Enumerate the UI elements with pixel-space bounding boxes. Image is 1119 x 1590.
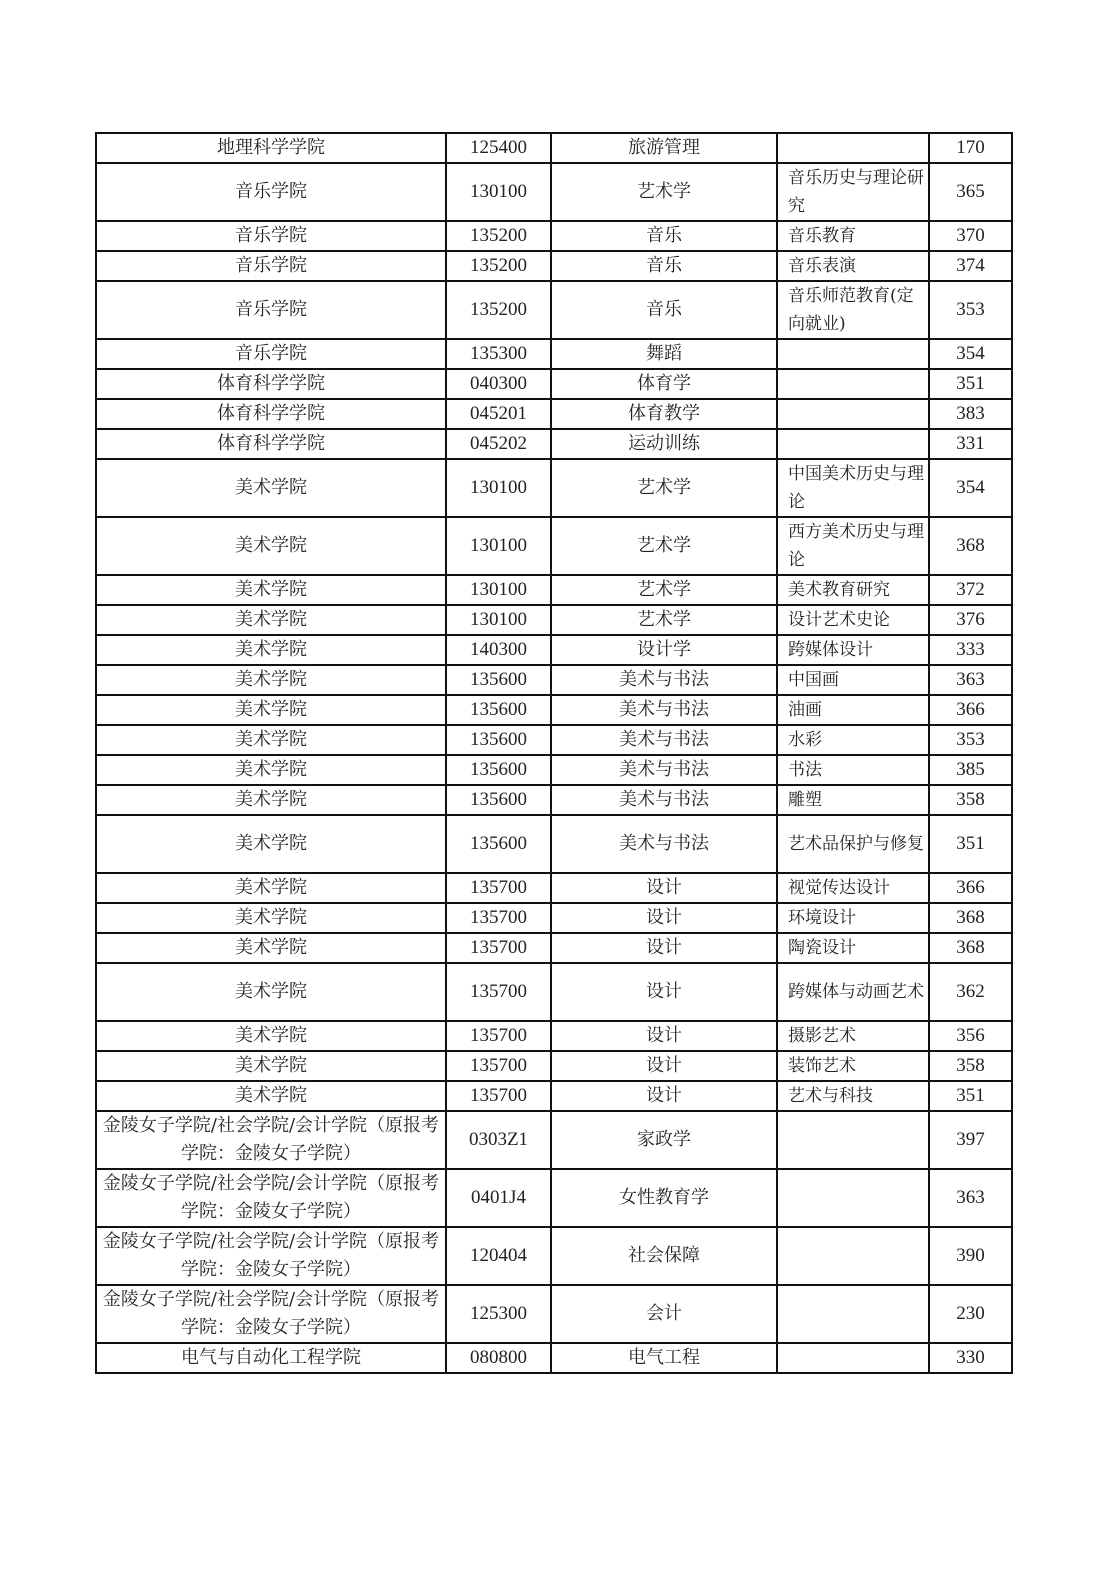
direction-cell: 美术教育研究	[777, 575, 929, 605]
score-cell: 368	[929, 933, 1012, 963]
score-cell: 368	[929, 903, 1012, 933]
score-cell: 363	[929, 665, 1012, 695]
direction-cell	[777, 369, 929, 399]
college-cell: 电气与自动化工程学院	[96, 1343, 446, 1373]
table-row	[96, 755, 1012, 785]
score-cell: 372	[929, 575, 1012, 605]
code-cell: 130100	[446, 459, 551, 517]
code-cell: 040300	[446, 369, 551, 399]
major-cell: 美术与书法	[551, 815, 777, 873]
score-cell: 368	[929, 517, 1012, 575]
score-cell: 354	[929, 459, 1012, 517]
direction-cell: 音乐师范教育(定向就业)	[777, 281, 929, 339]
score-cell: 365	[929, 163, 1012, 221]
major-cell: 电气工程	[551, 1343, 777, 1373]
direction-cell	[777, 1227, 929, 1285]
college-cell: 美术学院	[96, 1021, 446, 1051]
code-cell: 130100	[446, 517, 551, 575]
score-cell: 330	[929, 1343, 1012, 1373]
code-cell: 135200	[446, 221, 551, 251]
score-cell: 333	[929, 635, 1012, 665]
code-cell: 0401J4	[446, 1169, 551, 1227]
score-cell: 366	[929, 695, 1012, 725]
code-cell: 135300	[446, 339, 551, 369]
code-cell: 135200	[446, 251, 551, 281]
table-row	[96, 575, 1012, 605]
college-cell: 金陵女子学院/社会学院/会计学院（原报考学院：金陵女子学院）	[96, 1227, 446, 1285]
direction-cell: 中国画	[777, 665, 929, 695]
college-cell: 美术学院	[96, 459, 446, 517]
table-row	[96, 815, 1012, 873]
score-cell: 353	[929, 281, 1012, 339]
major-cell: 舞蹈	[551, 339, 777, 369]
code-cell: 125400	[446, 133, 551, 163]
major-cell: 艺术学	[551, 459, 777, 517]
major-cell: 设计	[551, 1081, 777, 1111]
table-row	[96, 903, 1012, 933]
table-row	[96, 1051, 1012, 1081]
code-cell: 135700	[446, 1021, 551, 1051]
direction-cell: 跨媒体设计	[777, 635, 929, 665]
table-row	[96, 963, 1012, 1021]
code-cell: 140300	[446, 635, 551, 665]
score-cell: 351	[929, 815, 1012, 873]
code-cell: 045201	[446, 399, 551, 429]
code-cell: 135700	[446, 933, 551, 963]
score-cell: 385	[929, 755, 1012, 785]
college-cell: 音乐学院	[96, 251, 446, 281]
score-cell: 362	[929, 963, 1012, 1021]
direction-cell: 视觉传达设计	[777, 873, 929, 903]
direction-cell: 雕塑	[777, 785, 929, 815]
major-cell: 美术与书法	[551, 665, 777, 695]
code-cell: 135700	[446, 873, 551, 903]
major-cell: 音乐	[551, 281, 777, 339]
direction-cell: 水彩	[777, 725, 929, 755]
major-cell: 美术与书法	[551, 755, 777, 785]
code-cell: 135600	[446, 815, 551, 873]
score-cell: 366	[929, 873, 1012, 903]
direction-cell: 陶瓷设计	[777, 933, 929, 963]
code-cell: 135600	[446, 695, 551, 725]
code-cell: 130100	[446, 163, 551, 221]
code-cell: 130100	[446, 605, 551, 635]
code-cell: 135600	[446, 725, 551, 755]
college-cell: 美术学院	[96, 815, 446, 873]
major-cell: 音乐	[551, 251, 777, 281]
college-cell: 美术学院	[96, 635, 446, 665]
college-cell: 金陵女子学院/社会学院/会计学院（原报考学院：金陵女子学院）	[96, 1111, 446, 1169]
major-cell: 体育教学	[551, 399, 777, 429]
table-row	[96, 725, 1012, 755]
college-cell: 美术学院	[96, 695, 446, 725]
code-cell: 130100	[446, 575, 551, 605]
college-cell: 美术学院	[96, 1081, 446, 1111]
college-cell: 体育科学学院	[96, 399, 446, 429]
direction-cell: 艺术品保护与修复	[777, 815, 929, 873]
table-row	[96, 133, 1012, 163]
major-cell: 会计	[551, 1285, 777, 1343]
score-cell: 383	[929, 399, 1012, 429]
table-row	[96, 1111, 1012, 1169]
college-cell: 音乐学院	[96, 221, 446, 251]
college-cell: 体育科学学院	[96, 429, 446, 459]
table-body	[96, 133, 1012, 1373]
direction-cell: 摄影艺术	[777, 1021, 929, 1051]
college-cell: 美术学院	[96, 725, 446, 755]
score-cell: 376	[929, 605, 1012, 635]
direction-cell: 设计艺术史论	[777, 605, 929, 635]
table-row	[96, 1227, 1012, 1285]
major-cell: 家政学	[551, 1111, 777, 1169]
table-row	[96, 873, 1012, 903]
major-cell: 设计	[551, 933, 777, 963]
table-row	[96, 1343, 1012, 1373]
major-cell: 美术与书法	[551, 695, 777, 725]
college-cell: 美术学院	[96, 903, 446, 933]
college-cell: 美术学院	[96, 665, 446, 695]
score-cell: 351	[929, 369, 1012, 399]
score-cell: 358	[929, 785, 1012, 815]
major-cell: 设计	[551, 1051, 777, 1081]
college-cell: 音乐学院	[96, 281, 446, 339]
table-row	[96, 605, 1012, 635]
major-cell: 美术与书法	[551, 785, 777, 815]
table-row	[96, 1169, 1012, 1227]
code-cell: 135700	[446, 903, 551, 933]
code-cell: 045202	[446, 429, 551, 459]
major-cell: 设计	[551, 963, 777, 1021]
direction-cell: 音乐表演	[777, 251, 929, 281]
major-cell: 设计	[551, 903, 777, 933]
score-cell: 397	[929, 1111, 1012, 1169]
score-cell: 390	[929, 1227, 1012, 1285]
score-cell: 356	[929, 1021, 1012, 1051]
college-cell: 地理科学学院	[96, 133, 446, 163]
code-cell: 135600	[446, 785, 551, 815]
table-row	[96, 695, 1012, 725]
college-cell: 美术学院	[96, 517, 446, 575]
direction-cell: 西方美术历史与理论	[777, 517, 929, 575]
major-cell: 体育学	[551, 369, 777, 399]
table-row	[96, 369, 1012, 399]
table-row	[96, 221, 1012, 251]
direction-cell	[777, 1111, 929, 1169]
score-cell: 351	[929, 1081, 1012, 1111]
table-row	[96, 933, 1012, 963]
major-cell: 艺术学	[551, 605, 777, 635]
college-cell: 美术学院	[96, 1051, 446, 1081]
table-row	[96, 1021, 1012, 1051]
code-cell: 120404	[446, 1227, 551, 1285]
major-cell: 艺术学	[551, 163, 777, 221]
code-cell: 135600	[446, 755, 551, 785]
table-row	[96, 251, 1012, 281]
code-cell: 135700	[446, 1081, 551, 1111]
table-row	[96, 339, 1012, 369]
table-row	[96, 785, 1012, 815]
code-cell: 135200	[446, 281, 551, 339]
code-cell: 125300	[446, 1285, 551, 1343]
college-cell: 美术学院	[96, 785, 446, 815]
admission-score-table	[95, 132, 1013, 1374]
score-cell: 363	[929, 1169, 1012, 1227]
college-cell: 体育科学学院	[96, 369, 446, 399]
college-cell: 音乐学院	[96, 163, 446, 221]
score-cell: 370	[929, 221, 1012, 251]
major-cell: 运动训练	[551, 429, 777, 459]
direction-cell	[777, 133, 929, 163]
score-cell: 170	[929, 133, 1012, 163]
code-cell: 135700	[446, 963, 551, 1021]
direction-cell: 环境设计	[777, 903, 929, 933]
direction-cell	[777, 1169, 929, 1227]
major-cell: 设计	[551, 873, 777, 903]
direction-cell	[777, 1285, 929, 1343]
direction-cell: 中国美术历史与理论	[777, 459, 929, 517]
score-cell: 354	[929, 339, 1012, 369]
code-cell: 135700	[446, 1051, 551, 1081]
table-row	[96, 1081, 1012, 1111]
score-cell: 331	[929, 429, 1012, 459]
table-row	[96, 517, 1012, 575]
major-cell: 艺术学	[551, 575, 777, 605]
college-cell: 美术学院	[96, 873, 446, 903]
table-row	[96, 163, 1012, 221]
score-cell: 358	[929, 1051, 1012, 1081]
direction-cell	[777, 339, 929, 369]
table-row	[96, 399, 1012, 429]
major-cell: 音乐	[551, 221, 777, 251]
table-row	[96, 1285, 1012, 1343]
table-row	[96, 281, 1012, 339]
college-cell: 金陵女子学院/社会学院/会计学院（原报考学院：金陵女子学院）	[96, 1169, 446, 1227]
college-cell: 音乐学院	[96, 339, 446, 369]
table-row	[96, 635, 1012, 665]
table-row	[96, 459, 1012, 517]
major-cell: 设计学	[551, 635, 777, 665]
direction-cell: 音乐历史与理论研究	[777, 163, 929, 221]
major-cell: 社会保障	[551, 1227, 777, 1285]
direction-cell: 音乐教育	[777, 221, 929, 251]
code-cell: 080800	[446, 1343, 551, 1373]
major-cell: 设计	[551, 1021, 777, 1051]
college-cell: 美术学院	[96, 605, 446, 635]
direction-cell	[777, 1343, 929, 1373]
direction-cell: 跨媒体与动画艺术	[777, 963, 929, 1021]
direction-cell: 艺术与科技	[777, 1081, 929, 1111]
direction-cell: 装饰艺术	[777, 1051, 929, 1081]
code-cell: 135600	[446, 665, 551, 695]
score-cell: 230	[929, 1285, 1012, 1343]
direction-cell	[777, 429, 929, 459]
score-cell: 353	[929, 725, 1012, 755]
direction-cell: 书法	[777, 755, 929, 785]
direction-cell: 油画	[777, 695, 929, 725]
college-cell: 美术学院	[96, 963, 446, 1021]
major-cell: 女性教育学	[551, 1169, 777, 1227]
college-cell: 美术学院	[96, 755, 446, 785]
major-cell: 艺术学	[551, 517, 777, 575]
score-cell: 374	[929, 251, 1012, 281]
table-row	[96, 665, 1012, 695]
table-row	[96, 429, 1012, 459]
college-cell: 美术学院	[96, 933, 446, 963]
college-cell: 金陵女子学院/社会学院/会计学院（原报考学院：金陵女子学院）	[96, 1285, 446, 1343]
direction-cell	[777, 399, 929, 429]
code-cell: 0303Z1	[446, 1111, 551, 1169]
major-cell: 旅游管理	[551, 133, 777, 163]
major-cell: 美术与书法	[551, 725, 777, 755]
college-cell: 美术学院	[96, 575, 446, 605]
